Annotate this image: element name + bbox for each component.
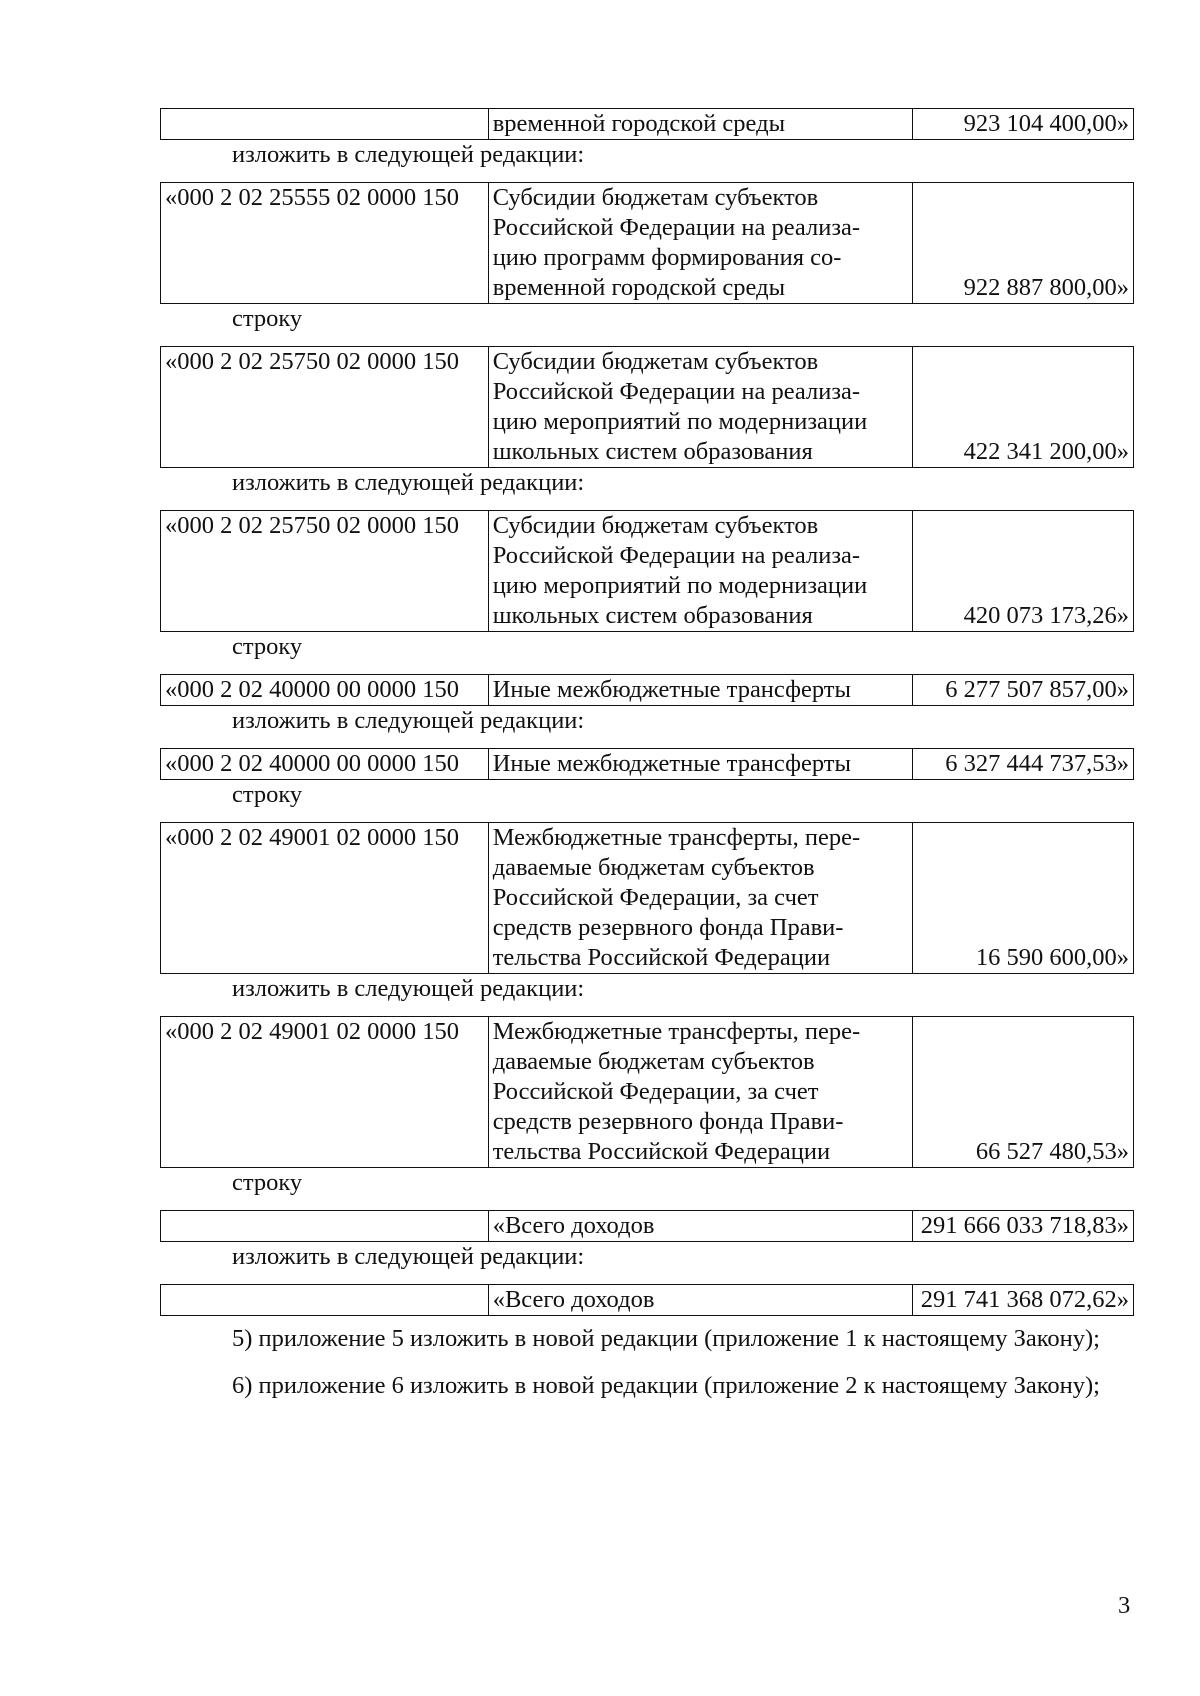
- replace-phrase: изложить в следующей редакции:: [232, 975, 585, 1002]
- line-phrase: строку: [232, 305, 303, 332]
- row-amount: 422 341 200,00»: [913, 347, 1134, 468]
- row-code: «000 2 02 40000 00 0000 150: [161, 749, 489, 780]
- row-amount: 6 277 507 857,00»: [913, 675, 1134, 706]
- line-phrase: строку: [232, 781, 303, 808]
- row-name: Иные межбюджетные трансферты: [488, 749, 912, 780]
- budget-row-9: [160, 1284, 1134, 1316]
- document-body: [160, 108, 1134, 1408]
- budget-row-5: [160, 748, 1134, 780]
- row-amount: 291 666 033 718,83»: [913, 1211, 1134, 1242]
- row-code: «000 2 02 40000 00 0000 150: [161, 675, 489, 706]
- budget-row-4: [160, 674, 1134, 706]
- row-amount: 16 590 600,00»: [913, 823, 1134, 974]
- row-name: Межбюджетные трансферты, пере- даваемые бюджетам субъектов Российской Федерации, за счет средств резервного фонда Прави- тельства Российской Федерации: [488, 823, 912, 974]
- row-name: «Всего доходов: [488, 1211, 912, 1242]
- row-amount: 420 073 173,26»: [913, 511, 1134, 632]
- row-code: [161, 1285, 489, 1316]
- row-amount: 923 104 400,00»: [913, 109, 1134, 140]
- row-code: [161, 109, 489, 140]
- replace-phrase: изложить в следующей редакции:: [232, 707, 585, 734]
- row-code: «000 2 02 25555 02 0000 150: [161, 183, 489, 304]
- row-amount: 291 741 368 072,62»: [913, 1285, 1134, 1316]
- row-code: «000 2 02 49001 02 0000 150: [161, 1017, 489, 1168]
- budget-row-8: [160, 1210, 1134, 1242]
- row-name: Субсидии бюджетам субъектов Российской Федерации на реализа- цию программ формирования со- временной городской среды: [488, 183, 912, 304]
- row-code: «000 2 02 25750 02 0000 150: [161, 511, 489, 632]
- replace-phrase: изложить в следующей редакции:: [232, 141, 585, 168]
- budget-row-7: [160, 1016, 1134, 1168]
- budget-row-6: [160, 822, 1134, 974]
- budget-row-3: [160, 510, 1134, 632]
- paragraph-item-6: 6) приложение 6 изложить в новой редакции (приложение 2 к настоящему Закону);: [232, 1372, 1100, 1399]
- row-name: временной городской среды: [488, 109, 912, 140]
- row-name: Межбюджетные трансферты, пере- даваемые бюджетам субъектов Российской Федерации, за счет средств резервного фонда Прави- тельства Российской Федерации: [488, 1017, 912, 1168]
- budget-row-2: [160, 346, 1134, 468]
- row-amount: 922 887 800,00»: [913, 183, 1134, 304]
- paragraph-item-5: 5) приложение 5 изложить в новой редакции (приложение 1 к настоящему Закону);: [232, 1325, 1100, 1352]
- line-phrase: строку: [232, 1169, 303, 1196]
- row-code: «000 2 02 25750 02 0000 150: [161, 347, 489, 468]
- page-number: 3: [1118, 1592, 1131, 1619]
- row-code: [161, 1211, 489, 1242]
- row-amount: 66 527 480,53»: [913, 1017, 1134, 1168]
- row-name: Субсидии бюджетам субъектов Российской Федерации на реализа- цию мероприятий по модернизации школьных систем образования: [488, 511, 912, 632]
- row-amount: 6 327 444 737,53»: [913, 749, 1134, 780]
- budget-row-0: [160, 108, 1134, 140]
- budget-row-1: [160, 182, 1134, 304]
- line-phrase: строку: [232, 633, 303, 660]
- row-name: «Всего доходов: [488, 1285, 912, 1316]
- row-name: Иные межбюджетные трансферты: [488, 675, 912, 706]
- row-code: «000 2 02 49001 02 0000 150: [161, 823, 489, 974]
- replace-phrase: изложить в следующей редакции:: [232, 1243, 585, 1270]
- replace-phrase: изложить в следующей редакции:: [232, 469, 585, 496]
- row-name: Субсидии бюджетам субъектов Российской Федерации на реализа- цию мероприятий по модернизации школьных систем образования: [488, 347, 912, 468]
